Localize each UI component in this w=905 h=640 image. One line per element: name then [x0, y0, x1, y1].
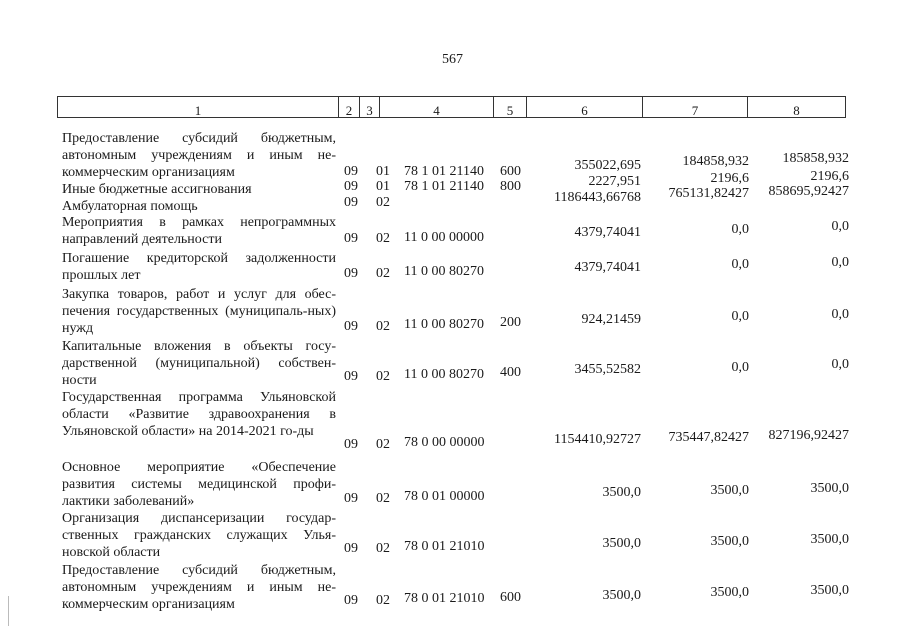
row-subsection: 02	[376, 195, 390, 210]
row-description: Капитальные вложения в объекты госу-дарственной (муниципальной) собствен-ности	[62, 339, 336, 388]
row-expense-type: 400	[500, 365, 521, 380]
row-section: 09	[344, 179, 358, 194]
header-col-8: 8	[747, 96, 846, 118]
scan-margin-mark	[8, 596, 9, 626]
row-section: 09	[344, 437, 358, 452]
row-amount-col7: 765131,82427	[668, 186, 749, 201]
row-amount-col8: 0,0	[831, 219, 849, 234]
row-subsection: 01	[376, 164, 390, 179]
row-expense-type: 600	[500, 164, 521, 179]
row-subsection: 02	[376, 541, 390, 556]
row-amount-col7: 0,0	[731, 360, 749, 375]
row-description: Закупка товаров, работ и услуг для обес-печения государственных (муниципаль-ных) нужд	[62, 287, 336, 336]
row-target-article: 78 0 01 00000	[404, 489, 485, 504]
row-amount-col8: 3500,0	[810, 583, 849, 598]
row-description: Иные бюджетные ассигнования	[62, 182, 252, 197]
row-target-article: 11 0 00 00000	[404, 230, 484, 245]
row-description: Погашение кредиторской задолженности прошлых лет	[62, 251, 336, 283]
row-section: 09	[344, 164, 358, 179]
row-subsection: 02	[376, 266, 390, 281]
row-amount-col6: 3500,0	[602, 536, 641, 551]
row-subsection: 02	[376, 319, 390, 334]
row-subsection: 02	[376, 491, 390, 506]
row-amount-col8: 858695,92427	[768, 184, 849, 199]
row-amount-col8: 827196,92427	[768, 428, 849, 443]
row-amount-col6: 3500,0	[602, 588, 641, 603]
row-amount-col8: 2196,6	[810, 169, 849, 184]
row-section: 09	[344, 266, 358, 281]
row-section: 09	[344, 369, 358, 384]
row-amount-col8: 3500,0	[810, 532, 849, 547]
row-amount-col8: 0,0	[831, 255, 849, 270]
row-amount-col6: 3455,52582	[574, 362, 641, 377]
row-description: Организация диспансеризации государ-ственных гражданских служащих Улья-новской области	[62, 511, 336, 560]
row-amount-col6: 355022,695	[574, 158, 641, 173]
row-subsection: 02	[376, 231, 390, 246]
row-amount-col7: 3500,0	[710, 585, 749, 600]
row-description: Основное мероприятие «Обеспечение развития системы медицинской профи-лактики заболеваний»	[62, 460, 336, 509]
row-amount-col7: 0,0	[731, 222, 749, 237]
row-description: Государственная программа Ульяновской области «Развитие здравоохранения в Ульяновской области» на 2014-2021 го-ды	[62, 390, 336, 439]
row-amount-col6: 2227,951	[588, 174, 641, 189]
row-subsection: 02	[376, 593, 390, 608]
row-description: Предоставление субсидий бюджетным, автономным учреждениям и иным не-коммерческим организациям	[62, 563, 336, 612]
row-amount-col6: 4379,74041	[574, 260, 641, 275]
row-target-article: 78 0 01 21010	[404, 539, 485, 554]
header-col-5: 5	[493, 96, 526, 118]
row-subsection: 01	[376, 179, 390, 194]
row-target-article: 11 0 00 80270	[404, 317, 484, 332]
row-section: 09	[344, 195, 358, 210]
row-description: Амбулаторная помощь	[62, 199, 198, 214]
page-number: 567	[442, 52, 463, 67]
row-amount-col7: 3500,0	[710, 534, 749, 549]
row-target-article: 78 1 01 21140	[404, 179, 484, 194]
row-amount-col8: 0,0	[831, 357, 849, 372]
header-col-1: 1	[57, 96, 338, 118]
row-section: 09	[344, 319, 358, 334]
row-section: 09	[344, 231, 358, 246]
header-col-3: 3	[359, 96, 379, 118]
row-amount-col6: 1154410,92727	[554, 432, 641, 447]
row-amount-col8: 185858,932	[782, 151, 849, 166]
row-amount-col6: 3500,0	[602, 485, 641, 500]
row-amount-col7: 3500,0	[710, 483, 749, 498]
row-amount-col7: 0,0	[731, 309, 749, 324]
header-col-2: 2	[338, 96, 359, 118]
row-amount-col7: 184858,932	[682, 154, 749, 169]
header-col-6: 6	[526, 96, 642, 118]
row-target-article: 11 0 00 80270	[404, 367, 484, 382]
row-target-article: 11 0 00 80270	[404, 264, 484, 279]
row-expense-type: 200	[500, 315, 521, 330]
row-amount-col8: 0,0	[831, 307, 849, 322]
row-amount-col7: 735447,82427	[668, 430, 749, 445]
row-expense-type: 800	[500, 179, 521, 194]
row-description: Мероприятия в рамках непрограммных направлений деятельности	[62, 215, 336, 247]
header-col-7: 7	[642, 96, 747, 118]
row-target-article: 78 1 01 21140	[404, 164, 484, 179]
row-amount-col7: 2196,6	[710, 171, 749, 186]
row-target-article: 78 0 01 21010	[404, 591, 485, 606]
header-col-4: 4	[379, 96, 493, 118]
row-subsection: 02	[376, 369, 390, 384]
row-amount-col8: 3500,0	[810, 481, 849, 496]
row-subsection: 02	[376, 437, 390, 452]
row-amount-col6: 924,21459	[581, 312, 641, 327]
row-amount-col7: 0,0	[731, 257, 749, 272]
row-section: 09	[344, 491, 358, 506]
row-amount-col6: 4379,74041	[574, 225, 641, 240]
row-description: Предоставление субсидий бюджетным, автономным учреждениям и иным не-коммерческим организациям	[62, 131, 336, 180]
row-section: 09	[344, 593, 358, 608]
row-expense-type: 600	[500, 590, 521, 605]
row-target-article: 78 0 00 00000	[404, 435, 485, 450]
row-section: 09	[344, 541, 358, 556]
row-amount-col6: 1186443,66768	[554, 190, 641, 205]
